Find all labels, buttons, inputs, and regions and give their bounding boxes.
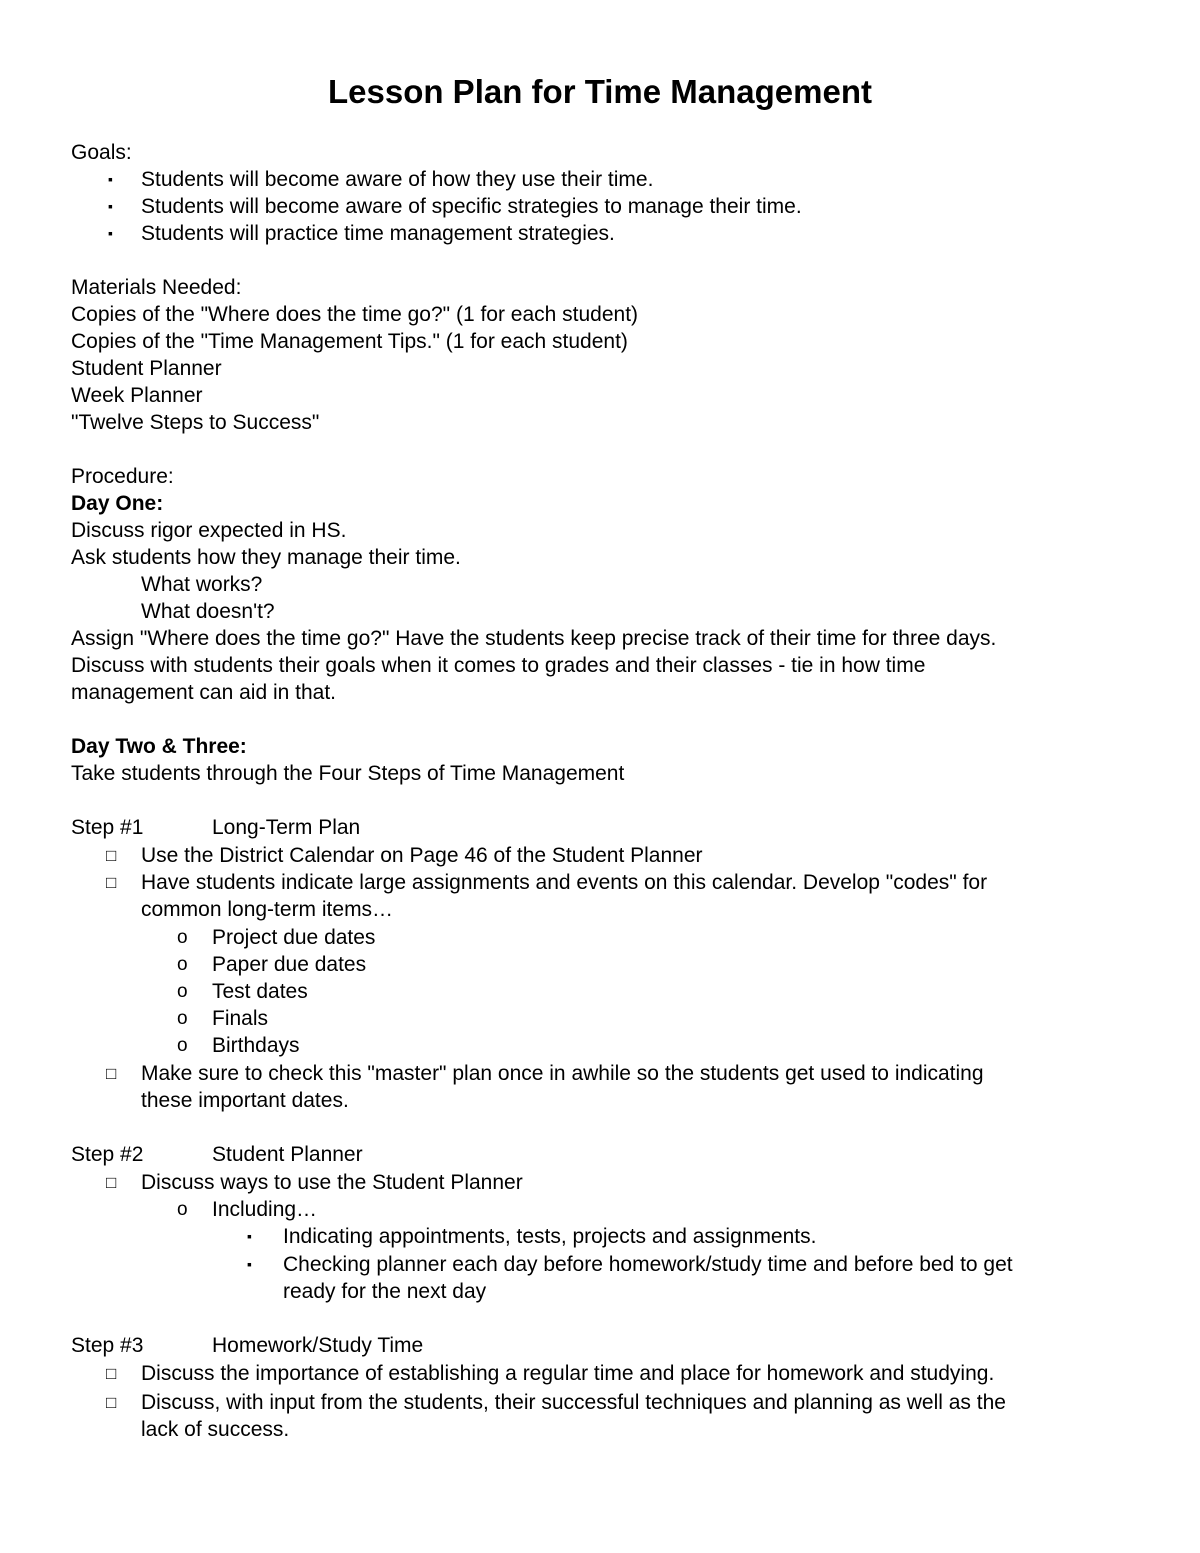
day-one-line: Discuss rigor expected in HS. — [71, 519, 347, 542]
square-bullet-icon: ▪ — [108, 198, 113, 214]
step-subsubitem: Checking planner each day before homework/study time and before bed to get — [283, 1253, 1013, 1276]
step-subitem: Paper due dates — [212, 953, 367, 976]
step-name: Long-Term Plan — [212, 816, 361, 839]
step-name: Homework/Study Time — [212, 1334, 424, 1357]
circle-bullet-icon: o — [177, 927, 188, 948]
circle-bullet-icon: o — [177, 1035, 188, 1056]
step-bullet: Discuss the importance of establishing a regular time and place for homework and studying. — [141, 1362, 995, 1385]
square-bullet-icon: ▪ — [247, 1256, 252, 1272]
day-one-line: Ask students how they manage their time. — [71, 546, 461, 569]
step-name: Student Planner — [212, 1143, 363, 1166]
day-one-line: Assign "Where does the time go?" Have the students keep precise track of their time for three days. — [71, 627, 997, 650]
step-bullet: Discuss, with input from the students, their successful techniques and planning as well as the — [141, 1391, 1006, 1414]
checkbox-bullet-icon: □ — [106, 1393, 117, 1412]
day-two-line: Take students through the Four Steps of Time Management — [71, 762, 625, 785]
step-subsubitem: Indicating appointments, tests, projects and assignments. — [283, 1225, 817, 1248]
goal-item: Students will become aware of specific strategies to manage their time. — [141, 195, 802, 218]
step-bullet: Make sure to check this "master" plan once in awhile so the students get used to indicating — [141, 1062, 984, 1085]
step-bullet-continued: lack of success. — [141, 1418, 290, 1441]
day-two-heading: Day Two & Three: — [71, 735, 247, 758]
day-one-line: management can aid in that. — [71, 681, 337, 704]
day-one-heading: Day One: — [71, 492, 164, 515]
checkbox-bullet-icon: □ — [106, 873, 117, 892]
day-one-line: Discuss with students their goals when it comes to grades and their classes - tie in how time — [71, 654, 926, 677]
step-label: Step #2 — [71, 1143, 144, 1166]
material-item: Student Planner — [71, 357, 222, 380]
step-label: Step #3 — [71, 1334, 144, 1357]
material-item: "Twelve Steps to Success" — [71, 411, 320, 434]
material-item: Week Planner — [71, 384, 203, 407]
square-bullet-icon: ▪ — [108, 171, 113, 187]
checkbox-bullet-icon: □ — [106, 1064, 117, 1083]
page-title: Lesson Plan for Time Management — [327, 73, 873, 110]
materials-heading: Materials Needed: — [71, 276, 242, 299]
square-bullet-icon: ▪ — [108, 225, 113, 241]
step-subitem: Including… — [212, 1198, 318, 1221]
step-bullet: Have students indicate large assignments and events on this calendar. Develop "codes" for — [141, 871, 988, 894]
goal-item: Students will become aware of how they use their time. — [141, 168, 654, 191]
circle-bullet-icon: o — [177, 1008, 188, 1029]
goal-item: Students will practice time management strategies. — [141, 222, 615, 245]
step-label: Step #1 — [71, 816, 144, 839]
step-subitem: Birthdays — [212, 1034, 300, 1057]
step-subitem: Project due dates — [212, 926, 376, 949]
material-item: Copies of the "Where does the time go?" (1 for each student) — [71, 303, 639, 326]
step-subsubitem-continued: ready for the next day — [283, 1280, 487, 1303]
checkbox-bullet-icon: □ — [106, 1364, 117, 1383]
circle-bullet-icon: o — [177, 981, 188, 1002]
day-one-subline: What doesn't? — [141, 600, 275, 623]
step-bullet: Discuss ways to use the Student Planner — [141, 1171, 523, 1194]
step-subitem: Test dates — [212, 980, 308, 1003]
step-bullet-continued: these important dates. — [141, 1089, 349, 1112]
circle-bullet-icon: o — [177, 1199, 188, 1220]
goals-heading: Goals: — [71, 141, 132, 164]
day-one-subline: What works? — [141, 573, 263, 596]
procedure-heading: Procedure: — [71, 465, 174, 488]
step-bullet-continued: common long-term items… — [141, 898, 394, 921]
step-subitem: Finals — [212, 1007, 269, 1030]
square-bullet-icon: ▪ — [247, 1228, 252, 1244]
checkbox-bullet-icon: □ — [106, 846, 117, 865]
checkbox-bullet-icon: □ — [106, 1173, 117, 1192]
step-bullet: Use the District Calendar on Page 46 of the Student Planner — [141, 844, 703, 867]
material-item: Copies of the "Time Management Tips." (1 for each student) — [71, 330, 628, 353]
circle-bullet-icon: o — [177, 954, 188, 975]
